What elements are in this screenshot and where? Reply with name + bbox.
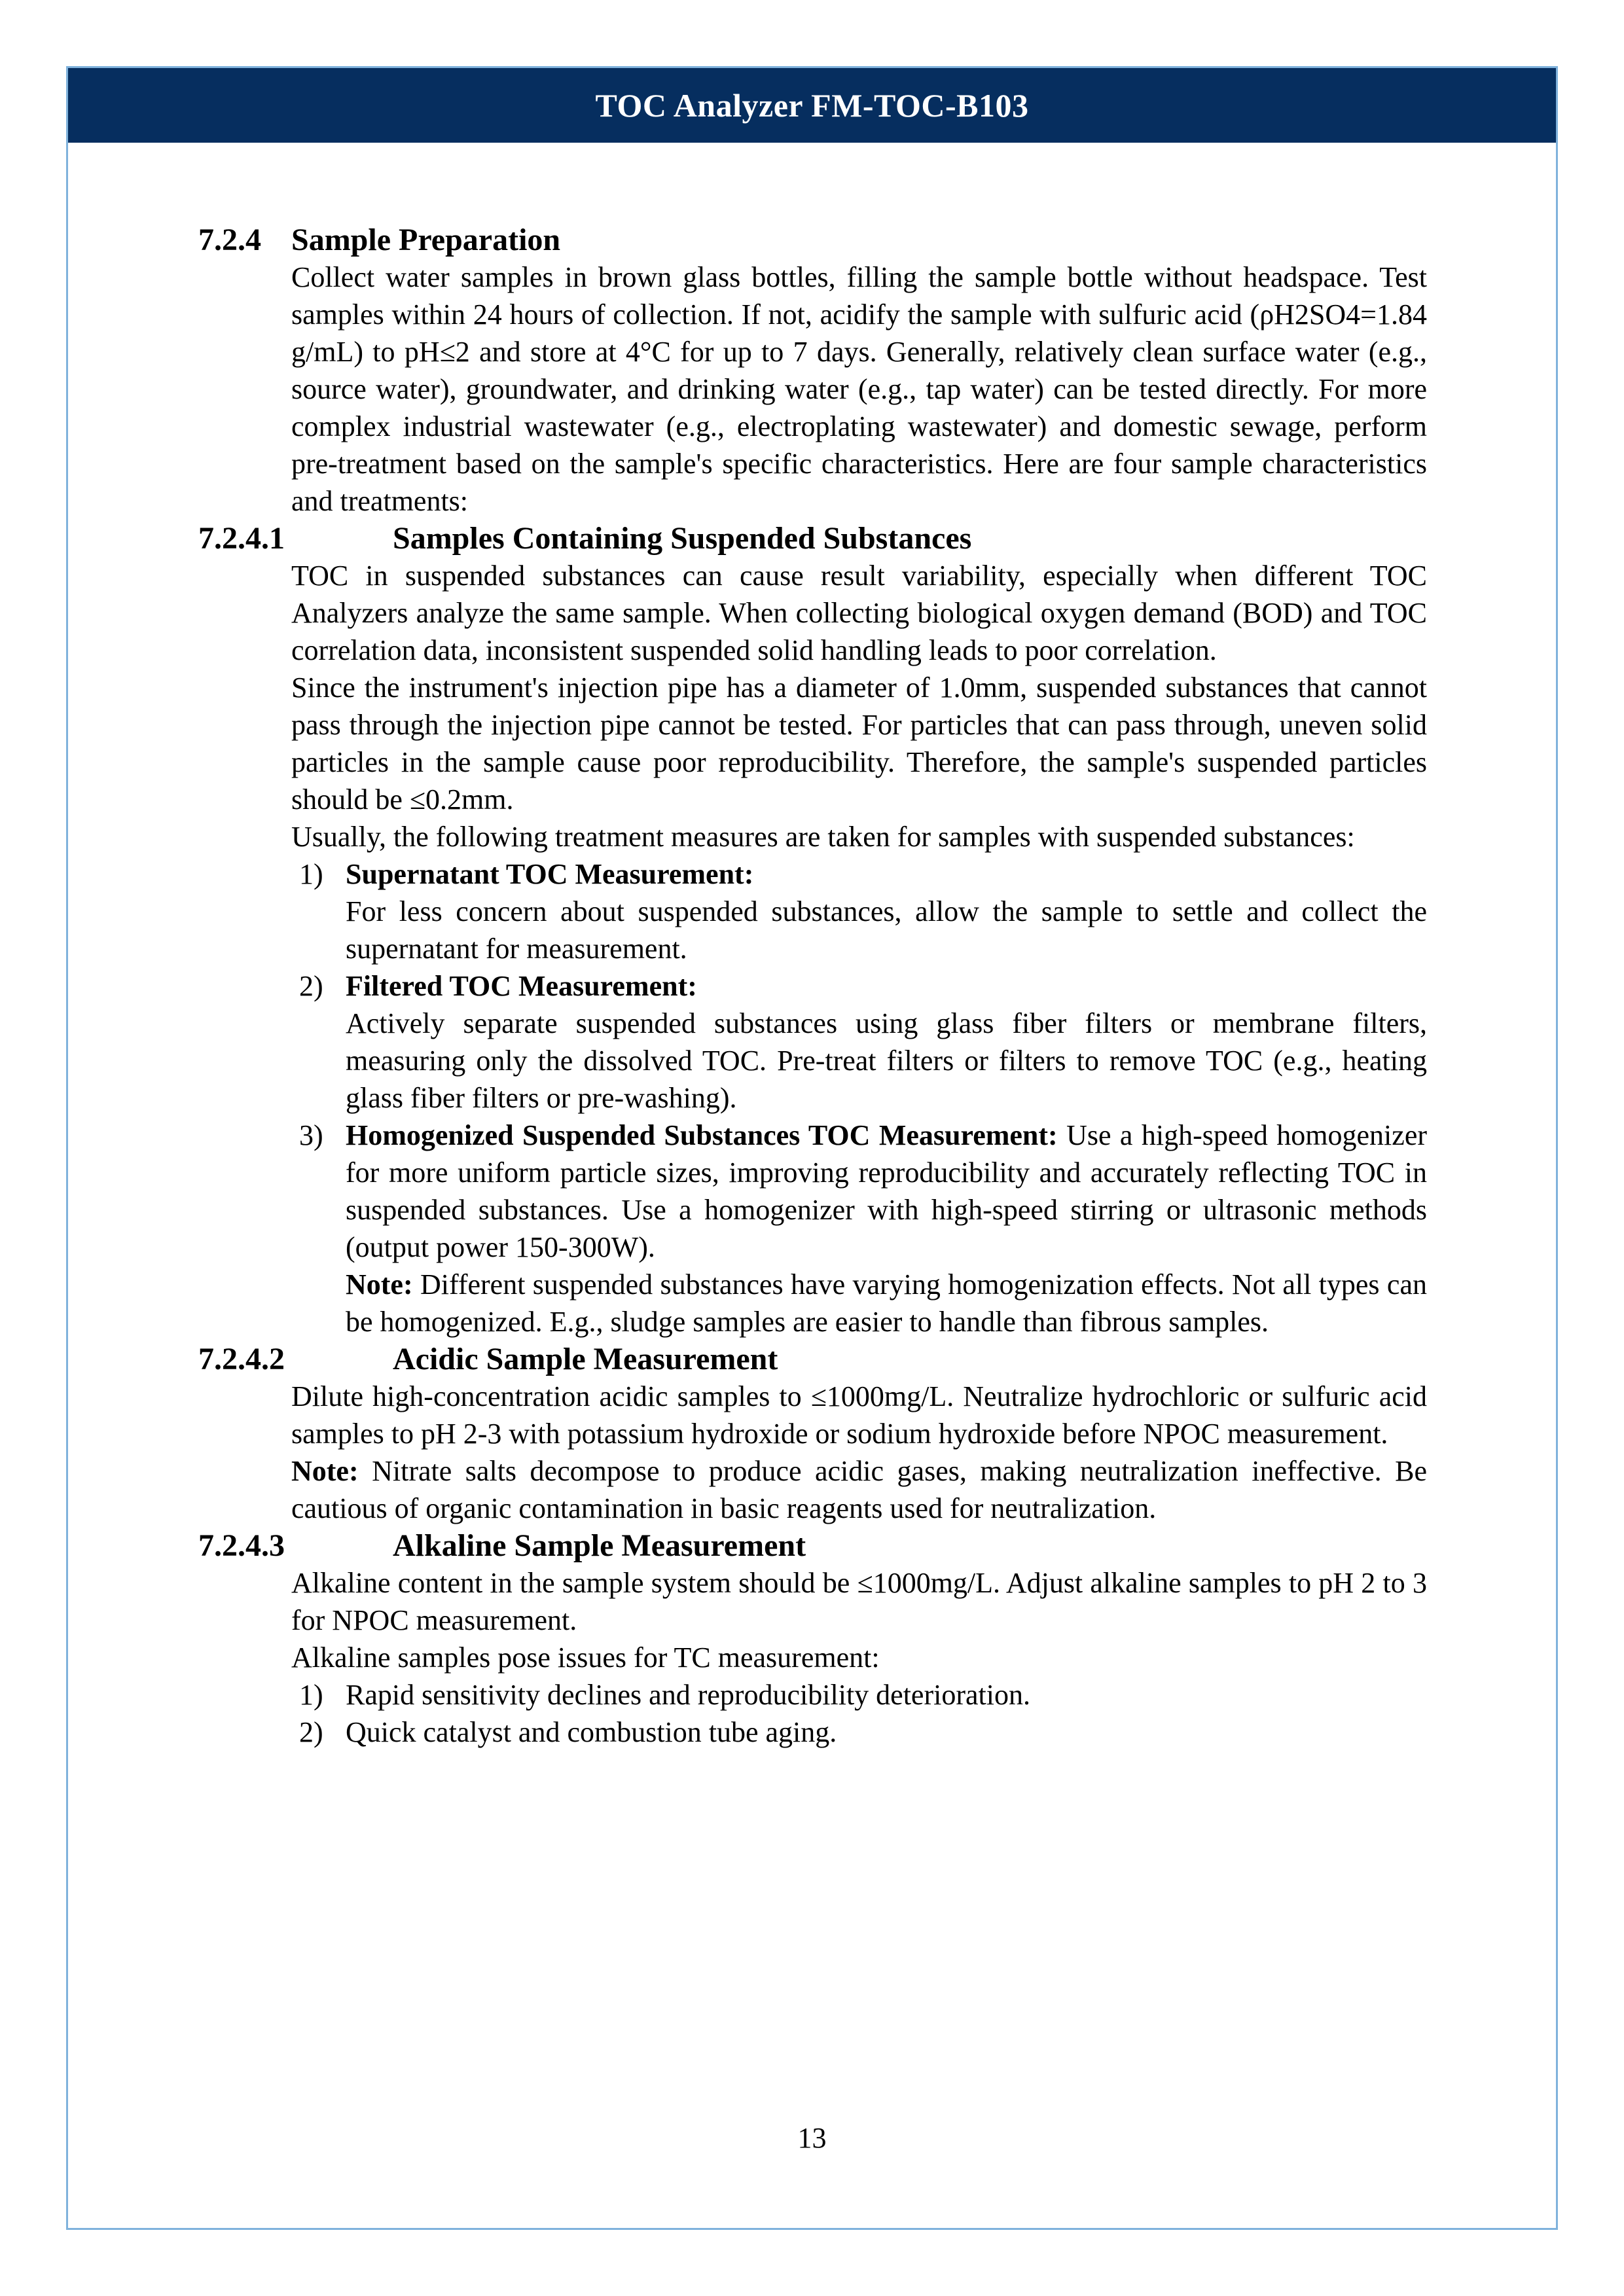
list-item-label: Supernatant TOC Measurement: bbox=[346, 858, 754, 890]
list-marker: 1) bbox=[299, 1679, 323, 1711]
section-number: 7.2.4.3 bbox=[198, 1528, 285, 1563]
section-number: 7.2.4.2 bbox=[198, 1342, 285, 1376]
list-item-homogenized bbox=[299, 1117, 1427, 1266]
section-heading-7242 bbox=[198, 1340, 1624, 1378]
section-heading-7243 bbox=[198, 1527, 1624, 1564]
list-item-body: For less concern about suspended substances, allow the sample to settle and collect the supernatant for measurement. bbox=[346, 895, 1427, 965]
paragraph-intro: Collect water samples in brown glass bottles, filling the sample bottle without headspace. Test samples within 24 hours of collection. If not, acidify the sample with sulfuric acid (ρH2SO4=1.84 g/mL) to pH≤2 and store at 4°C for up to 7 days. Generally, relatively clean surface water (e.g., source water), groundwater, and drinking water (e.g., tap water) can be tested directly. For more complex industrial wastewater (e.g., electroplating wastewater) and domestic sewage, perform pre-treatment based on the sample's specific characteristics. Here are four sample characteristics and treatments: bbox=[291, 261, 1427, 517]
list-text bbox=[346, 855, 1427, 967]
list-marker: 3) bbox=[299, 1119, 323, 1151]
section-heading-7241 bbox=[198, 520, 1624, 557]
list-item-filtered bbox=[299, 967, 1427, 1117]
document-title: TOC Analyzer FM-TOC-B103 bbox=[595, 87, 1029, 124]
list-text: Rapid sensitivity declines and reproducibility deterioration. bbox=[346, 1679, 1030, 1711]
section-title: Samples Containing Suspended Substances bbox=[393, 521, 972, 556]
note-label: Note: bbox=[346, 1268, 413, 1300]
list-item-catalyst bbox=[299, 1713, 1427, 1751]
paragraph-suspended-3: Usually, the following treatment measures are taken for samples with suspended substances: bbox=[291, 821, 1355, 853]
list-marker: 1) bbox=[299, 858, 323, 890]
section-title: Acidic Sample Measurement bbox=[393, 1342, 778, 1376]
list-item-sensitivity bbox=[299, 1676, 1427, 1713]
list-item-label: Filtered TOC Measurement: bbox=[346, 970, 697, 1002]
list-text: Quick catalyst and combustion tube aging. bbox=[346, 1716, 837, 1748]
list-item-body: Actively separate suspended substances using glass fiber filters or membrane filters, measuring only the dissolved TOC. Pre-treat filters or filters to remove TOC (e.g., heating glass fiber filters or pre-washing). bbox=[346, 1007, 1427, 1114]
list-marker: 2) bbox=[299, 970, 323, 1002]
paragraph-suspended-2: Since the instrument's injection pipe has a diameter of 1.0mm, suspended substances that cannot pass through the injection pipe cannot be tested. For particles that can pass through, uneven solid particles in the sample cause poor reproducibility. Therefore, the sample's suspended particles should be ≤0.2mm. bbox=[291, 672, 1427, 816]
paragraph-suspended-1: TOC in suspended substances can cause result variability, especially when different TOC Analyzers analyze the same sample. When collecting biological oxygen demand (BOD) and TOC correlation data, inconsistent suspended solid handling leads to poor correlation. bbox=[291, 560, 1427, 666]
note-body: Nitrate salts decompose to produce acidic gases, making neutralization ineffective. Be cautious of organic contamination in basic reagents used for neutralization. bbox=[291, 1455, 1427, 1524]
note-body: Different suspended substances have varying homogenization effects. Not all types can be homogenized. E.g., sludge samples are easier to handle than fibrous samples. bbox=[346, 1268, 1427, 1338]
section-number: 7.2.4 bbox=[198, 223, 261, 257]
section-heading-724 bbox=[198, 221, 1624, 259]
page-number: 13 bbox=[797, 2122, 827, 2154]
note-label: Note: bbox=[291, 1455, 359, 1487]
list-item-body: Use a high-speed homogenizer for more uniform particle sizes, improving reproducibility and accurately reflecting TOC in suspended substances. Use a homogenizer with high-speed stirring or ultrasonic methods (output power 150-300W). bbox=[346, 1119, 1427, 1263]
note-acidic bbox=[291, 1452, 1427, 1527]
section-title: Sample Preparation bbox=[291, 223, 561, 257]
document-header bbox=[68, 68, 1556, 143]
list-marker: 2) bbox=[299, 1716, 323, 1748]
paragraph-alkaline-2: Alkaline samples pose issues for TC measurement: bbox=[291, 1641, 880, 1674]
list-item-label: Homogenized Suspended Substances TOC Measurement: bbox=[346, 1119, 1058, 1151]
list-text bbox=[346, 967, 1427, 1117]
list-item-supernatant bbox=[299, 855, 1427, 967]
document-body bbox=[0, 221, 1624, 1751]
list-text bbox=[346, 1117, 1427, 1266]
section-title: Alkaline Sample Measurement bbox=[393, 1528, 806, 1563]
section-number: 7.2.4.1 bbox=[198, 521, 285, 556]
paragraph-acidic: Dilute high-concentration acidic samples to ≤1000mg/L. Neutralize hydrochloric or sulfuric acid samples to pH 2-3 with potassium hydroxide or sodium hydroxide before NPOC measurement. bbox=[291, 1380, 1427, 1450]
note-homogenization bbox=[346, 1266, 1427, 1340]
paragraph-alkaline-1: Alkaline content in the sample system should be ≤1000mg/L. Adjust alkaline samples to pH 2 to 3 for NPOC measurement. bbox=[291, 1567, 1427, 1636]
